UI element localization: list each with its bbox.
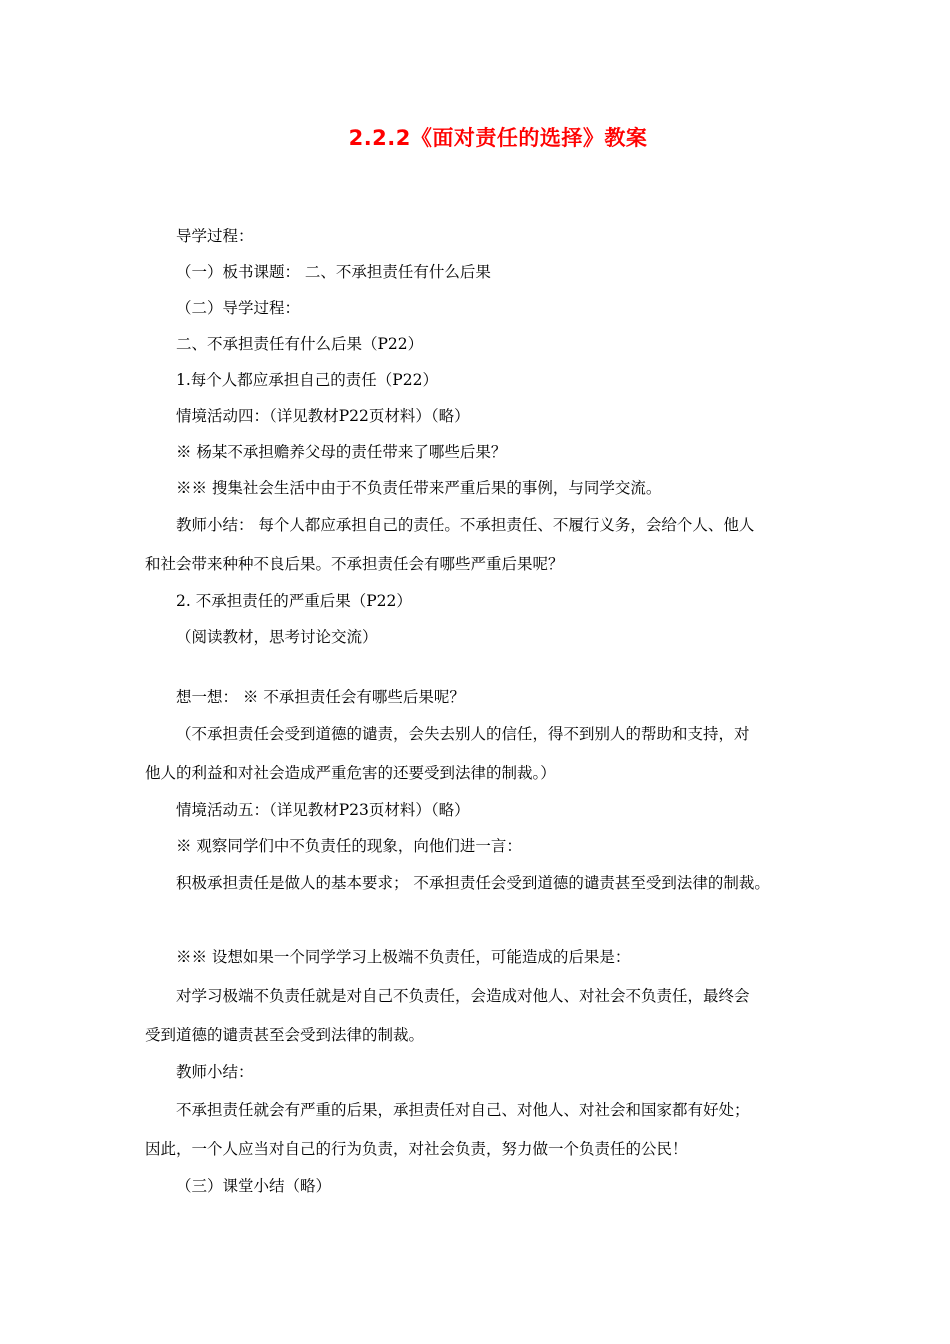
guide-process-heading: 导学过程：: [176, 227, 254, 245]
imagine-answer: 对学习极端不负责任就是对自己不负责任，会造成对他人、对社会不负责任，最终会: [176, 987, 750, 1005]
imagine-task: ※※ 设想如果一个同学学习上极端不负责任，可能造成的后果是：: [176, 948, 631, 966]
teacher-summary-2-label: 教师小结：: [176, 1063, 254, 1081]
imagine-answer-cont: 受到道德的谴责甚至会受到法律的制裁。: [145, 1026, 425, 1044]
section-two-heading: （二）导学过程：: [176, 299, 301, 317]
teacher-summary-1-cont: 和社会带来种种不良后果。不承担责任会有哪些严重后果呢？: [145, 555, 564, 573]
activity-four: 情境活动四：（详见教材P22页材料）（略）: [176, 407, 470, 425]
section-one-topic: （一）板书课题： 二、不承担责任有什么后果: [176, 263, 491, 281]
question-yang: ※ 杨某不承担赡养父母的责任带来了哪些后果？: [176, 443, 507, 461]
class-summary: （三）课堂小结（略）: [176, 1177, 332, 1195]
activity-five: 情境活动五：（详见教材P23页材料）（略）: [176, 801, 470, 819]
teacher-summary-1: 教师小结： 每个人都应承担自己的责任。不承担责任、不履行义务，会给个人、他人: [176, 516, 755, 534]
observe-task: ※ 观察同学们中不负责任的现象，向他们进一言：: [176, 837, 522, 855]
document-title: 2.2.2《面对责任的选择》教案: [348, 126, 648, 150]
task-collect: ※※ 搜集社会生活中由于不负责任带来严重后果的事例，与同学交流。: [176, 479, 662, 497]
reading-note: （阅读教材，思考讨论交流）: [176, 628, 378, 646]
think-answer: （不承担责任会受到道德的谴责，会失去别人的信任，得不到别人的帮助和支持，对: [176, 725, 750, 743]
teacher-summary-2: 不承担责任就会有严重的后果，承担责任对自己、对他人、对社会和国家都有好处；: [176, 1101, 750, 1119]
think-question: 想一想： ※ 不承担责任会有哪些后果呢？: [176, 688, 465, 706]
think-answer-cont: 他人的利益和对社会造成严重危害的还要受到法律的制裁。）: [145, 764, 556, 782]
point-one: 1.每个人都应承担自己的责任（P22）: [176, 371, 438, 389]
lesson-subtitle: 二、不承担责任有什么后果（P22）: [176, 335, 424, 353]
teacher-summary-2-cont: 因此，一个人应当对自己的行为负责，对社会负责，努力做一个负责任的公民！: [145, 1140, 688, 1158]
point-two: 2. 不承担责任的严重后果（P22）: [176, 592, 412, 610]
observe-answer: 积极承担责任是做人的基本要求； 不承担责任会受到道德的谴责甚至受到法律的制裁。: [176, 874, 770, 892]
